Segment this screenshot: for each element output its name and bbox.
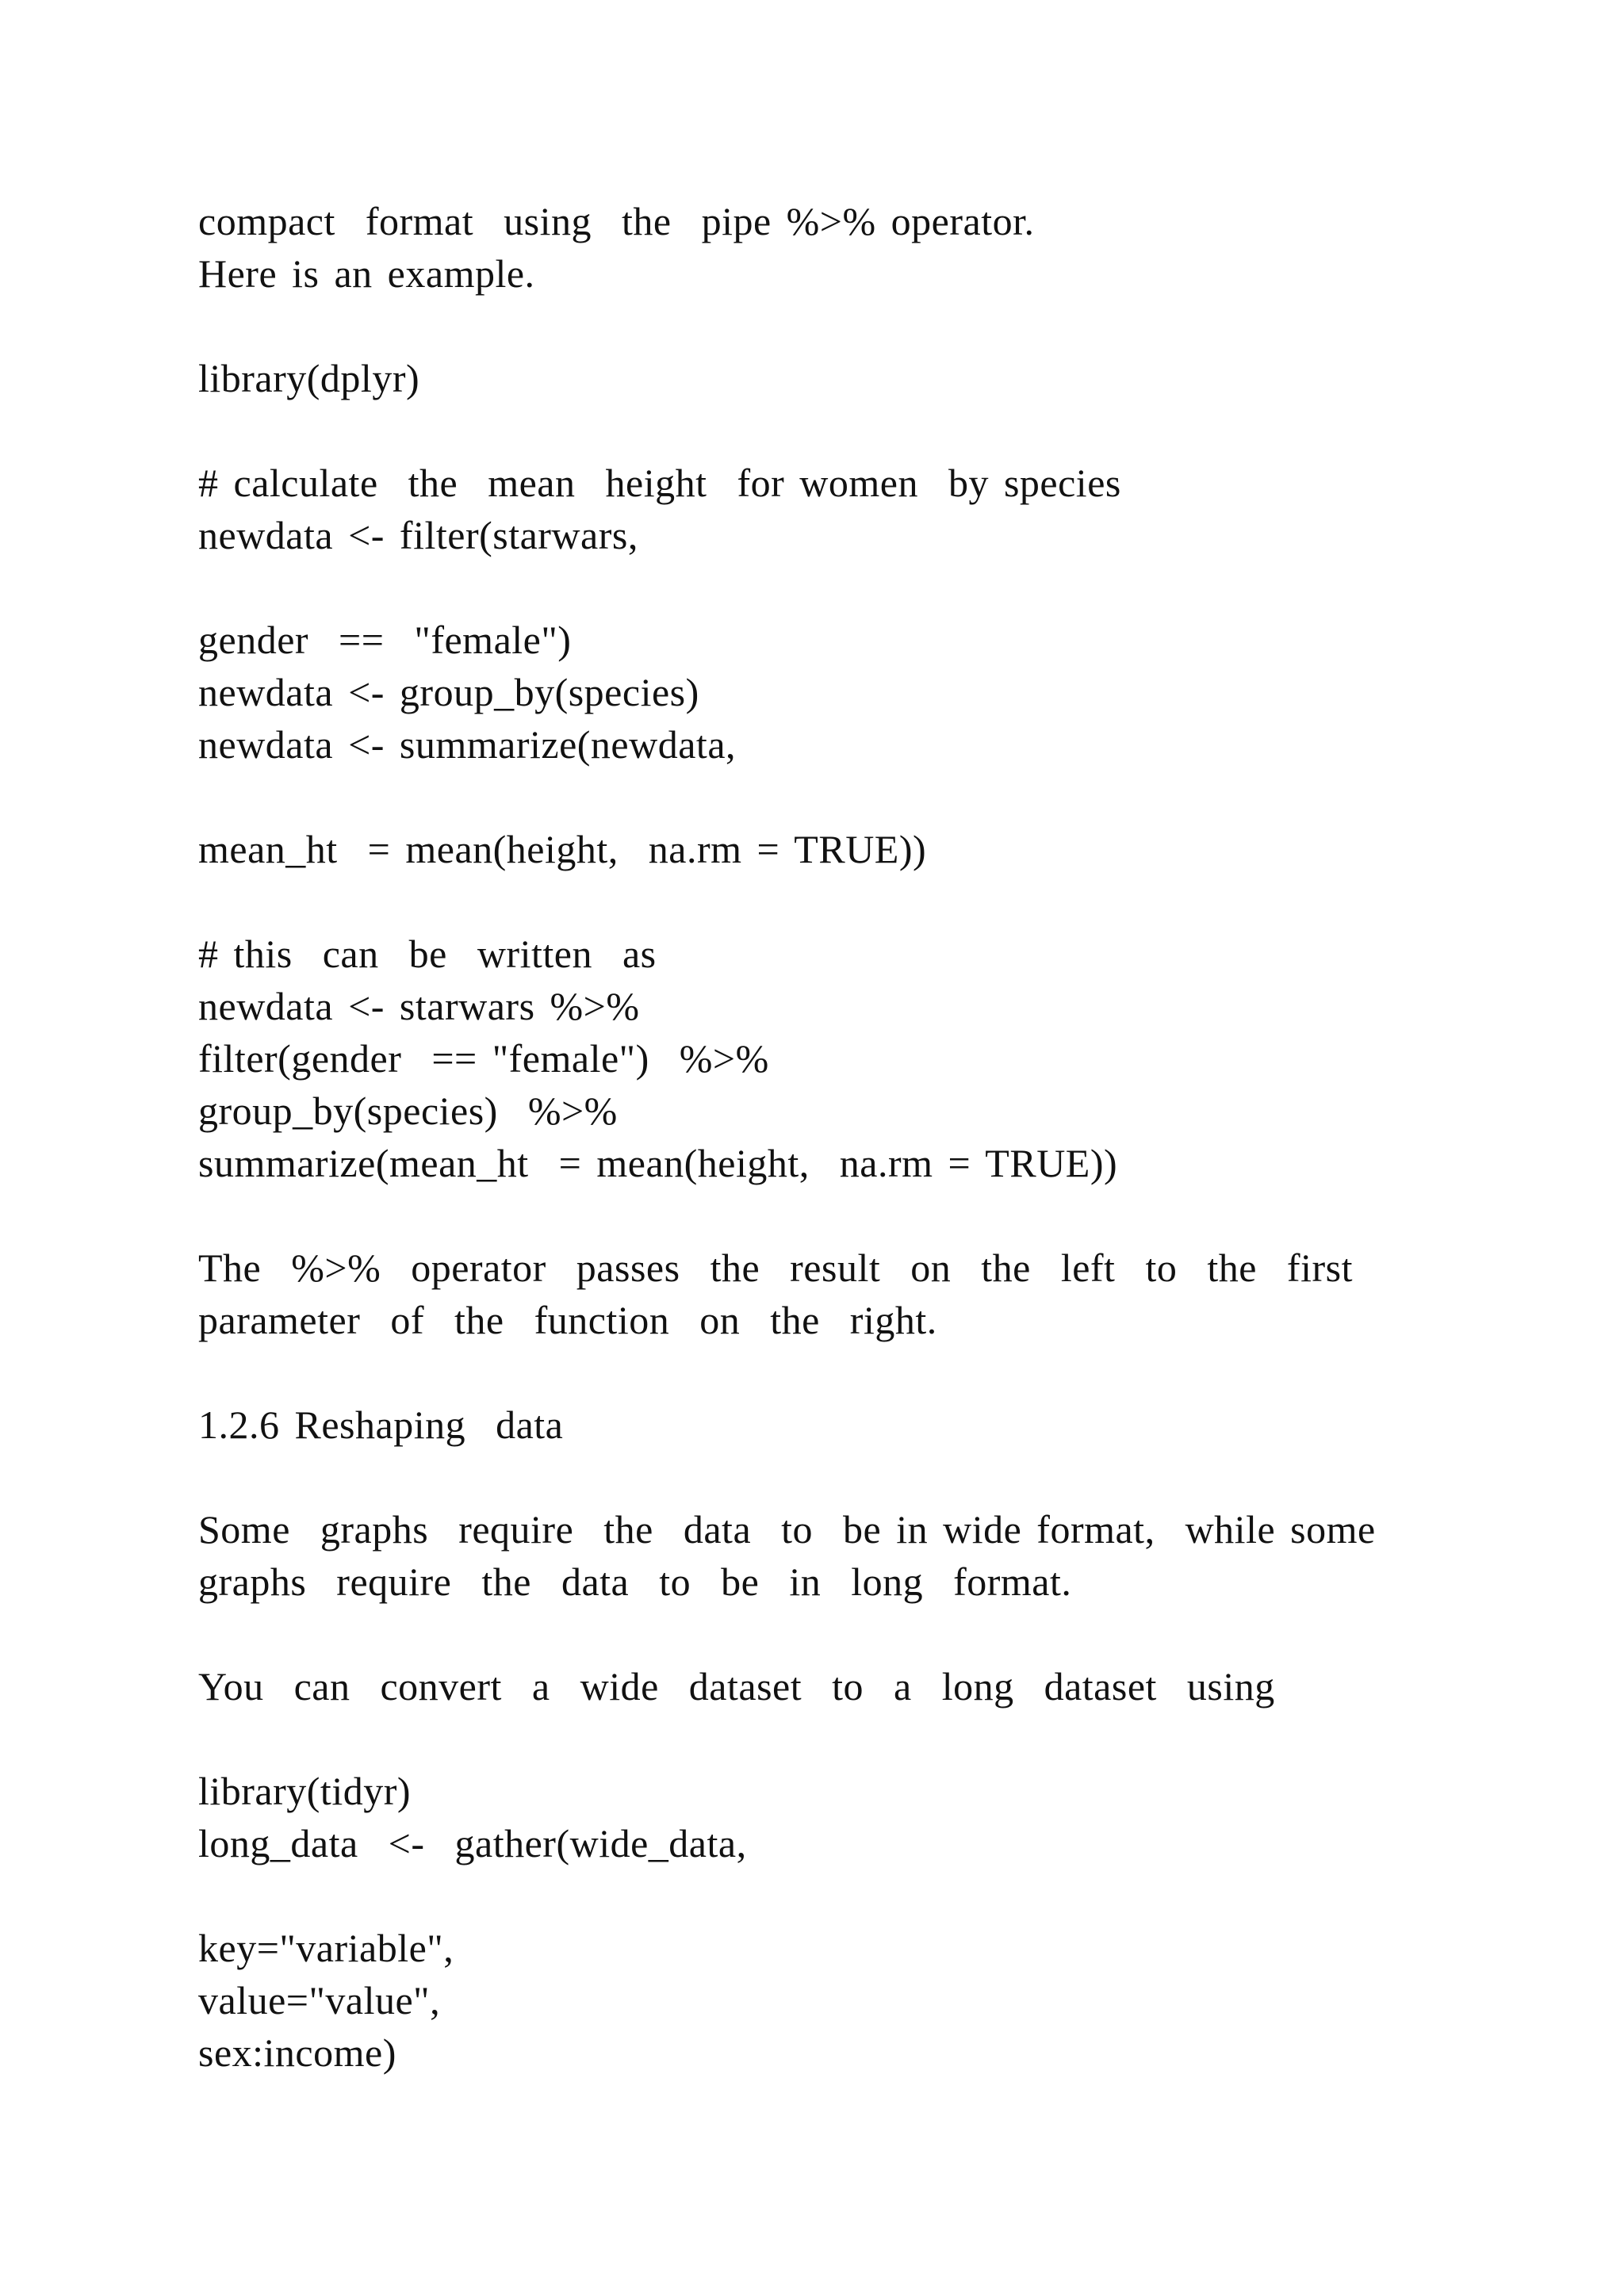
- text-line: The %>% operator passes the result on the left to the first: [198, 1246, 1353, 1290]
- code-line: filter(gender == "female") %>%: [198, 1036, 769, 1081]
- text-line: parameter of the function on the right.: [198, 1298, 937, 1342]
- code-line: library(tidyr): [198, 1769, 412, 1813]
- text-line: compact format using the pipe %>% operator.: [198, 199, 1035, 243]
- code-line: gender == "female"): [198, 618, 572, 662]
- code-line: newdata <- filter(starwars,: [198, 513, 638, 557]
- code-comment-line: # this can be written as: [198, 932, 657, 976]
- code-line: summarize(mean_ht = mean(height, na.rm = TRUE)): [198, 1141, 1118, 1185]
- code-comment-line: # calculate the mean height for women by species: [198, 461, 1121, 505]
- text-line: Here is an example.: [198, 251, 535, 296]
- code-line: long_data <- gather(wide_data,: [198, 1821, 747, 1866]
- code-line: newdata <- group_by(species): [198, 670, 699, 714]
- code-line: group_by(species) %>%: [198, 1089, 618, 1133]
- code-line: mean_ht = mean(height, na.rm = TRUE)): [198, 827, 927, 871]
- text-line: Some graphs require the data to be in wide format, while some: [198, 1507, 1376, 1552]
- code-line: newdata <- summarize(newdata,: [198, 722, 737, 767]
- text-line: graphs require the data to be in long format.: [198, 1559, 1072, 1604]
- code-line: library(dplyr): [198, 356, 420, 400]
- code-line: key="variable",: [198, 1926, 454, 1970]
- code-line: newdata <- starwars %>%: [198, 984, 640, 1028]
- code-line: sex:income): [198, 2030, 396, 2075]
- section-heading: 1.2.6 Reshaping data: [198, 1402, 564, 1447]
- text-line: You can convert a wide dataset to a long dataset using: [198, 1664, 1275, 1709]
- code-line: value="value",: [198, 1978, 441, 2022]
